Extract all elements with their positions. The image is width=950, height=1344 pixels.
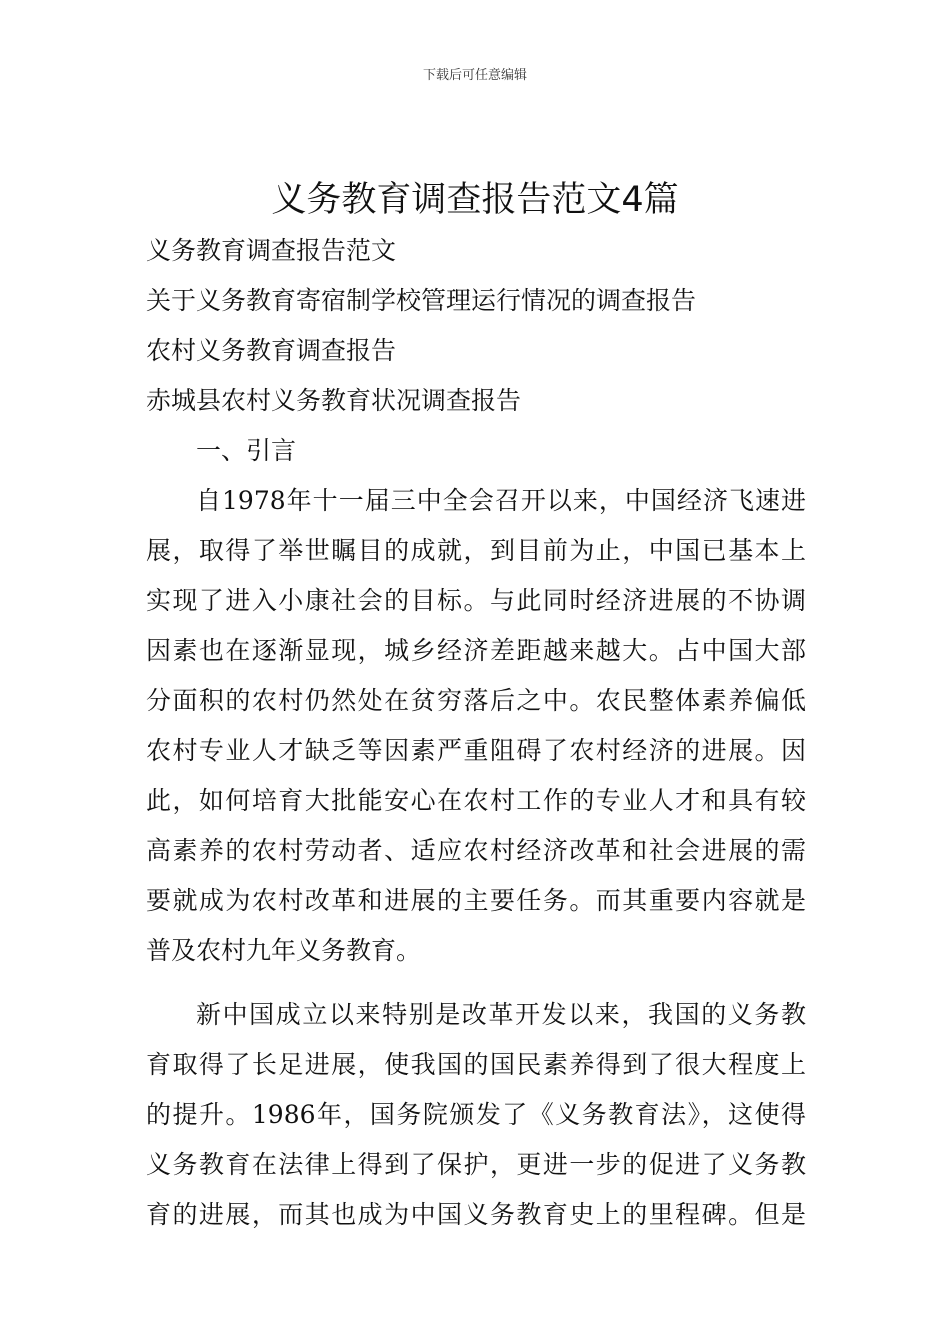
paragraph-line: 普及农村九年义务教育。 <box>146 936 422 965</box>
toc-item: 义务教育调查报告范文 <box>146 236 397 265</box>
paragraph-line: 实现了进入小康社会的目标。与此同时经济进展的不协调 <box>146 586 806 615</box>
paragraph-line: 高素养的农村劳动者、适应农村经济改革和社会进展的需 <box>146 836 806 865</box>
paragraph <box>146 990 806 1240</box>
section-heading: 一、引言 <box>196 436 297 465</box>
paragraph <box>146 476 806 976</box>
paragraph-line: 育取得了长足进展，使我国的国民素养得到了很大程度上 <box>146 1050 806 1079</box>
page-header-note: 下载后可任意编辑 <box>422 68 527 83</box>
table-of-contents <box>146 226 816 426</box>
paragraph-line: 的提升。1986年，国务院颁发了《义务教育法》，这使得 <box>146 1100 806 1129</box>
paragraph-line: 育的进展，而其也成为中国义务教育史上的里程碑。但是 <box>146 1200 806 1229</box>
paragraph-line: 此，如何培育大批能安心在农村工作的专业人才和具有较 <box>146 786 806 815</box>
paragraph-line: 农村专业人才缺乏等因素严重阻碍了农村经济的进展。因 <box>146 736 806 765</box>
paragraph-line: 因素也在逐渐显现，城乡经济差距越来越大。占中国大部 <box>146 636 806 665</box>
paragraph-line: 展，取得了举世瞩目的成就，到目前为止，中国已基本上 <box>146 536 806 565</box>
paragraph-line: 义务教育在法律上得到了保护，更进一步的促进了义务教 <box>146 1150 806 1179</box>
paragraph-line: 自1978年十一届三中全会召开以来，中国经济飞速进 <box>196 486 806 515</box>
paragraph-line: 要就成为农村改革和进展的主要任务。而其重要内容就是 <box>146 886 806 915</box>
document-title: 义务教育调查报告范文4篇 <box>271 180 679 220</box>
document-body <box>146 426 806 1240</box>
toc-item: 农村义务教育调查报告 <box>146 336 397 365</box>
toc-item: 关于义务教育寄宿制学校管理运行情况的调查报告 <box>146 286 697 315</box>
paragraph-line: 分面积的农村仍然处在贫穷落后之中。农民整体素养偏低 <box>146 686 806 715</box>
toc-item: 赤城县农村义务教育状况调查报告 <box>146 386 522 415</box>
paragraph-line: 新中国成立以来特别是改革开发以来，我国的义务教 <box>196 1000 806 1029</box>
